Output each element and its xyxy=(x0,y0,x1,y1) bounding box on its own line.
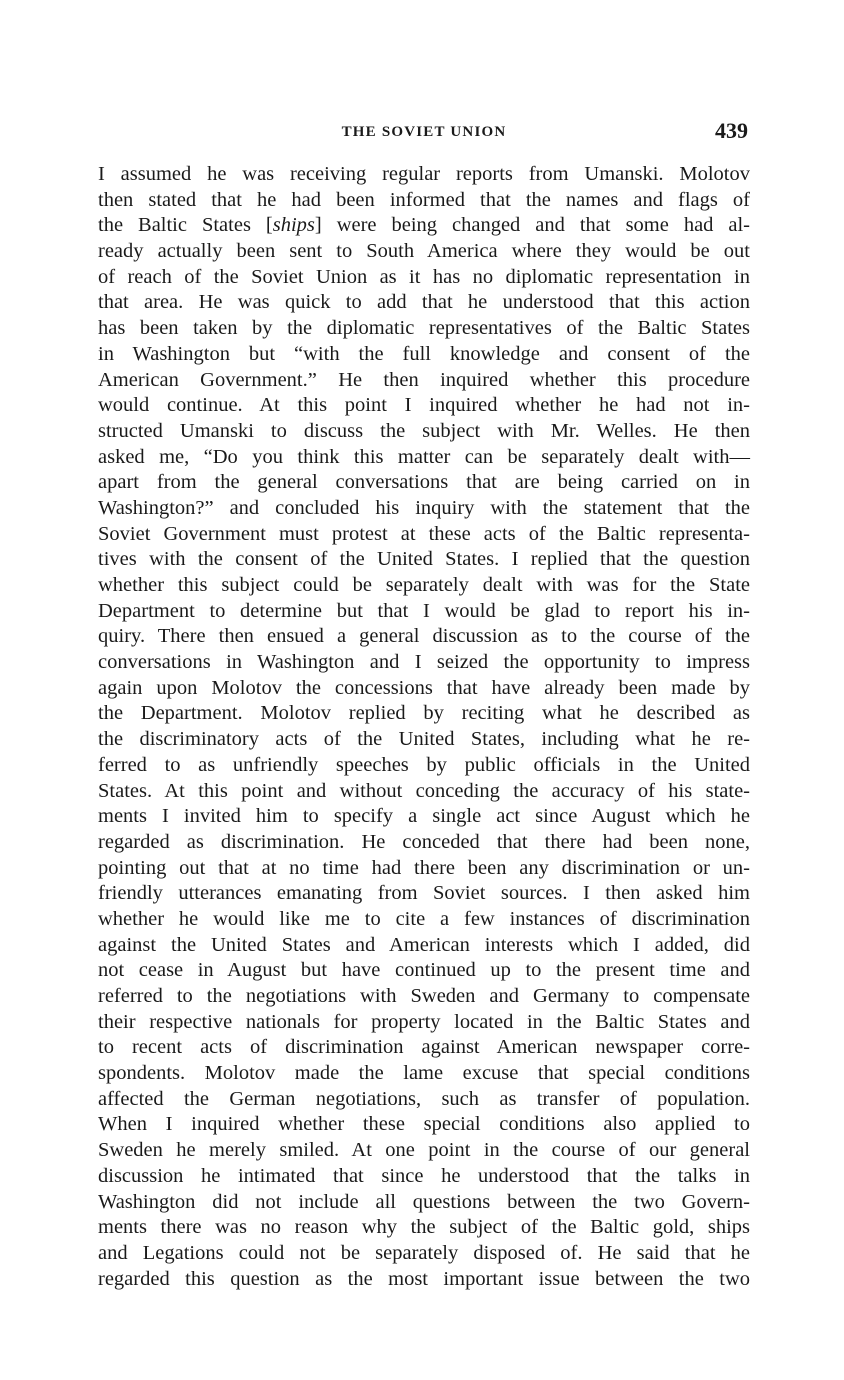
text-line: the Baltic States [ships] were being changed and that some had al- xyxy=(98,214,751,237)
text-line: whether this subject could be separately dealt with was for the State xyxy=(98,574,750,596)
text-line: Department to determine but that I would be glad to report his in- xyxy=(98,599,750,622)
text-line: has been taken by the diplomatic representatives of the Baltic States xyxy=(98,317,750,340)
text-line: not cease in August but have continued up to the present time and xyxy=(98,959,750,982)
text-line: Sweden he merely smiled. At one point in the course of our general xyxy=(98,1139,750,1162)
text-line: regarded as discrimination. He conceded that there had been none, xyxy=(98,830,750,853)
text-line: again upon Molotov the concessions that have already been made by xyxy=(98,676,750,699)
text-line: and Legations could not be separately disposed of. He said that he xyxy=(98,1241,750,1264)
text-line: structed Umanski to discuss the subject with Mr. Welles. He then xyxy=(98,419,750,442)
text-line: against the United States and American interests which I added, did xyxy=(98,933,750,956)
text-line: States. At this point and without conceding the accuracy of his state- xyxy=(98,779,750,802)
body-text xyxy=(98,162,750,1292)
text-line: Washington?” and concluded his inquiry with the statement that the xyxy=(98,496,750,519)
text-line: friendly utterances emanating from Soviet sources. I then asked him xyxy=(98,882,750,905)
text-line: apart from the general conversations that are being carried on in xyxy=(98,471,750,494)
text-line: ready actually been sent to South America where they would be out xyxy=(98,240,750,263)
text-line: American Government.” He then inquired whether this procedure xyxy=(98,368,750,391)
text-line: I assumed he was receiving regular reports from Umanski. Molotov xyxy=(98,163,750,185)
italic-word: ships xyxy=(272,214,315,237)
text-line: whether he would like me to cite a few instances of discrimination xyxy=(98,907,750,930)
text-line: in Washington but “with the full knowledge and consent of the xyxy=(98,342,750,365)
text-line: Washington did not include all questions between the two Govern- xyxy=(98,1190,750,1213)
text-line: their respective nationals for property located in the Baltic States and xyxy=(98,1010,750,1033)
running-head xyxy=(98,118,750,148)
text-line: tives with the consent of the United States. I replied that the question xyxy=(98,548,750,571)
text-line: regarded this question as the most important issue between the two xyxy=(98,1267,750,1290)
text-line: that area. He was quick to add that he understood that this action xyxy=(98,291,750,314)
text-line: When I inquired whether these special conditions also applied to xyxy=(98,1113,750,1136)
text-line: asked me, “Do you think this matter can be separately dealt with— xyxy=(98,445,750,468)
text-line: quiry. There then ensued a general discussion as to the course of the xyxy=(98,625,750,648)
text-line: then stated that he had been informed that the names and flags of xyxy=(98,188,750,211)
text-line: affected the German negotiations, such as transfer of population. xyxy=(98,1087,750,1110)
text-line: spondents. Molotov made the lame excuse that special conditions xyxy=(98,1062,750,1085)
text-line: referred to the negotiations with Sweden and Germany to compensate xyxy=(98,985,750,1007)
text-line: Soviet Government must protest at these acts of the Baltic representa- xyxy=(98,522,750,545)
text-line: would continue. At this point I inquired whether he had not in- xyxy=(98,394,750,417)
text-line: discussion he intimated that since he understood that the talks in xyxy=(98,1164,750,1187)
text-line: pointing out that at no time had there been any discrimination or un- xyxy=(98,856,750,879)
text-line: of reach of the Soviet Union as it has no diplomatic representation in xyxy=(98,265,750,288)
text-line: ments there was no reason why the subject of the Baltic gold, ships xyxy=(98,1216,750,1239)
text-line: the Department. Molotov replied by reciting what he described as xyxy=(98,702,750,725)
text-line: ferred to as unfriendly speeches by public officials in the United xyxy=(98,753,750,776)
running-title: THE SOVIET UNION xyxy=(341,124,507,140)
text-line: ments I invited him to specify a single act since August which he xyxy=(98,805,750,828)
text-line: to recent acts of discrimination against American newspaper corre- xyxy=(98,1036,750,1059)
text-line: conversations in Washington and I seized the opportunity to impress xyxy=(98,651,750,674)
page-number: 439 xyxy=(715,118,748,143)
text-line: the discriminatory acts of the United States, including what he re- xyxy=(98,728,750,751)
